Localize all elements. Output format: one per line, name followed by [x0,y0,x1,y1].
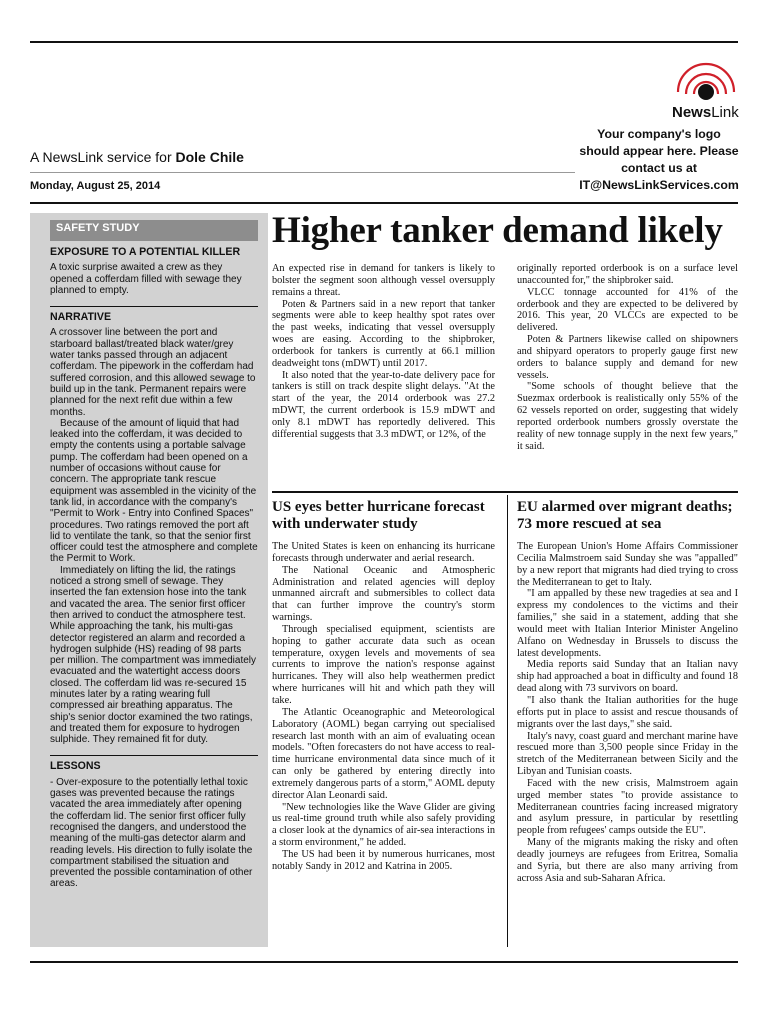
lead-story-column-right [517,263,738,453]
article-paragraph: "I am appalled by these new tragedies at sea and I express my condolences to the victims and their families," she said in a statement, adding that she would meet with Italian Interior Minister Angelino Alfano on Wednesday in Brussels to discuss the latest developments. [517,588,738,659]
client-name: Dole Chile [175,149,244,165]
article-paragraph: "Some schools of thought believe that the Suezmax orderbook is realistically only 55% of the 62 vessels reported on order, suggesting that widely reported orderbook numbers grossly overstate the reality of new tonnage supply in the next few years," it said. [517,381,738,452]
article-paragraph: The National Oceanic and Atmospheric Administration and related agencies will deploy unmanned aircraft and submersibles to collect data that can further improve the country's storm warnings. [272,564,495,624]
article-paragraph: "I also thank the Italian authorities for the huge efforts put in place to assist and rescue thousands of migrants over the last days," she said. [517,694,738,730]
article-paragraph: The Atlantic Oceanographic and Meteorological Laboratory (AOML) began carrying out specialised research last month with an aim of evaluating ocean models. "Often forecasters do not have access to real-time hurricane environmental data since much of it can only be gathered by entering directly into extremely dangerous parts of a storm," AOML deputy director Alan Leonardi said. [272,706,495,801]
story-headline: US eyes better hurricane forecast with underwater study [272,499,485,532]
article-paragraph: The US had been it by numerous hurricanes, most notably Sandy in 2012 and Katrina in 2005. [272,848,495,872]
sidebar-section-body [50,777,258,890]
lead-headline: Higher tanker demand likely [272,210,723,251]
sidebar-heading: NARRATIVE [50,306,258,327]
article-paragraph: Italy's navy, coast guard and merchant marine have rescued more than 3,500 people since Friday in the stretch of the Mediterranean between Sicily and the Libyan and Tunisian coasts. [517,730,738,778]
sidebar-heading: EXPOSURE TO A POTENTIAL KILLER [50,246,241,258]
article-paragraph: Many of the migrants making the risky and often deadly journeys are refugees from Eritrea, Somalia and Syria, but there are also many arriving from across Asia and sub-Saharan Africa. [517,837,738,884]
sidebar-paragraph: - Over-exposure to the potentially lethal toxic gases was prevented because the ratings vacated the area immediately after opening the cofferdam lid. The senior first officer fully recognised the dangers, and understood the meaning of the multi-gas detector alarm and reading levels. His direction to fully isolate the compartment stabilised the situation and prevented the possible contamination of other areas. [50,776,253,890]
sidebar-paragraph: A crossover line between the port and starboard ballast/treated black water/grey water tanks passed through an adjacent cofferdam. The pipework in the cofferdam had suffered corrosion, and this allowed sewage to build up in the tank. Permanent repairs were planned for the next refit due within a few months. [50,327,256,418]
logo-wordmark: NewsLink [672,104,739,121]
article-paragraph: The United States is keen on enhancing its hurricane forecasts through underwater and aerial research. [272,541,495,564]
masthead-thin-rule [30,172,575,173]
column-divider [507,495,508,947]
story-column [517,541,738,884]
article-paragraph: An expected rise in demand for tankers is likely to bolster the segment soon although vessel oversupply remains a threat. [272,263,495,298]
sidebar-section-body [50,262,258,296]
article-paragraph: Faced with the new crisis, Malmstroem again urged member states "to provide assistance to Mediterranean countries facing increased migratory and asylum pressure, in particular by resettling people from refugees' camps outside the EU". [517,777,738,837]
sidebar-paragraph: A toxic surprise awaited a crew as they opened a cofferdam filled with sewage they planned to empty. [50,262,242,296]
issue-date: Monday, August 25, 2014 [30,180,161,192]
story-divider [272,491,738,493]
article-paragraph: Poten & Partners said in a new report that tanker segments were able to keep healthy spot rates over the past weeks, indicating that vessel oversupply woes are easing. According to the shipbroker, orderbook for tankers is currently at 66.1 million deadweight tons (mDWT) until 2017. [272,298,495,369]
sidebar-paragraph: Because of the amount of liquid that had leaked into the cofferdam, it was decided to empty the contents using a portable salvage pump. The cofferdam had been opened on a number of occasions without cause for concern. The appropriate tank rescue equipment was assembled in the vicinity of the tank lid, in accordance with the company's "Permit to Work - Entry into Confined Spaces" procedures. Two ratings removed the port aft lid to ventilate the tank, so that the senior first officer could test the atmosphere and complete the Permit to Work. [50,417,258,565]
safety-study-sidebar [30,213,268,947]
sidebar-heading: LESSONS [50,755,258,776]
article-paragraph: VLCC tonnage accounted for 41% of the orderbook and they are expected to be delivered by 2016. This year, 20 VLCCs are expected to be delivered. [517,286,738,334]
masthead-rule [30,202,738,204]
top-rule [30,41,738,43]
bottom-rule [30,961,738,963]
sidebar-paragraph: Immediately on lifting the lid, the ratings noticed a strong smell of sewage. They inserted the fan extension hose into the tank and vacated the area. The senior first officer then arrived to conduct the atmosphere test. While approaching the tank, his multi-gas detector registered an alarm and recorded a hydrogen sulphide (HS) reading of 98 parts per million. The compartment was immediately evacuated and the watertight access doors closed. The cofferdam lid was re-secured 15 minutes later by a rating wearing full compressed air breathing apparatus. The ship's senior doctor examined the two ratings, and treated them for exposure to hydrogen sulphide. They remained fit for duty. [50,564,257,746]
section-tag: SAFETY STUDY [50,220,258,241]
article-paragraph: Poten & Partners likewise called on shipowners and shipyard operators to properly gauge first new orders to balance supply and demand for new vessels. [517,334,738,381]
logo-placeholder-notice: Your company's logo should appear here. Please contact us at IT@NewsLinkServices.com [579,127,739,192]
article-paragraph: "New technologies like the Wave Glider are giving us real-time ground truth while also safely providing a closer look at the dynamics of air-sea interactions in a storm environment," he added. [272,801,495,849]
article-paragraph: Media reports said Sunday that an Italian navy ship had approached a boat in difficulty and found 18 dead along with 73 survivors on board. [517,659,738,695]
sidebar-section-body [50,327,258,745]
article-paragraph: It also noted that the year-to-date delivery pace for tankers is still on track despite slight delays. "At the start of the year, the 2014 orderbook was 27.2 mDWT, the current orderbook is 15.9 mDWT and only 8.1 mDWT has reportedly delivered. This differential suggests that 3.3 mDWT, or 12%, of the [272,369,495,440]
article-paragraph: The European Union's Home Affairs Commissioner Cecilia Malmstroem said Sunday she was "appalled" by a new report that migrants had died trying to cross the Mediterranean to get to Italy. [517,541,738,588]
service-line: A NewsLink service for Dole Chile [30,149,244,165]
story-column [272,541,495,873]
article-paragraph: Through specialised equipment, scientists are hoping to gather accurate data such as ocean temperature, oxygen levels and movements of sea currents to improve the nation's response against hurricanes. They will also help weathermen predict where hurricanes will hit and which path they will take. [272,623,495,706]
story-headline: EU alarmed over migrant deaths; 73 more rescued at sea [517,499,733,532]
article-paragraph: originally reported orderbook is on a surface level unaccounted for," the shipbroker said. [517,263,738,286]
lead-story-column-left [272,263,495,441]
